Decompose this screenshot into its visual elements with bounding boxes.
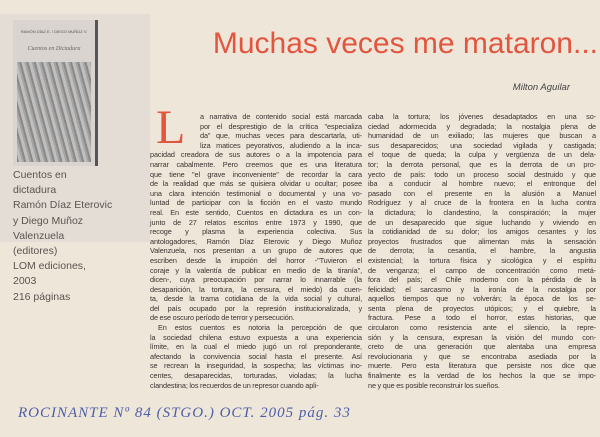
text-line: En estos cuentos es notoria la percepción de que <box>158 323 362 333</box>
text-line: caba la tortura; los jóvenes desadaptados en una so- <box>368 112 596 121</box>
text-line: muerte. Pero esta literatura que persiste nos dice que <box>368 361 596 371</box>
caption-line: (editores) <box>13 245 58 258</box>
text-line: sus desaparecidos; una sociedad vigilada y castigada; <box>368 140 596 150</box>
text-line: aquellos tiempos que no volverán; la época de los se- <box>368 294 596 304</box>
text-line: clandestina; los recuerdos de un represor cuando apli- <box>150 380 319 390</box>
handwritten-source-note: ROCINANTE Nº 84 (STGO.) OCT. 2005 pág. 33 <box>18 405 351 421</box>
text-line: tor; la derrota personal, que es la derrota de un pro- <box>368 159 596 169</box>
text-line: de venganza; el campo de concentración como metá- <box>368 265 596 275</box>
text-line: escriben desde la irrupción del horror -"Tuvieron el <box>150 255 362 265</box>
text-line: senta plena de proyectos utópicos; y el quiebre, la <box>368 303 596 313</box>
text-line: da" que, muchas veces para descartarla, uti- <box>200 131 362 141</box>
text-line: finalmente es la verdad de los hechos la que se impo- <box>368 371 596 381</box>
text-line: una clara intención testimonial o documental y una vo- <box>150 188 362 198</box>
cover-title: Cuentos en Dictadura <box>27 46 81 52</box>
text-line: afectando la convivencia social hasta el presente. Así <box>150 351 362 361</box>
text-line: coraje y la valentía de publicar en medio de la tiranía", <box>150 265 362 275</box>
text-line: iba a conducir al hombre nuevo; el entronque del <box>368 179 596 189</box>
text-line: sión y la censura, expresan la visión del mundo con- <box>368 332 596 342</box>
article-column-right <box>368 112 596 390</box>
caption-line: 2003 <box>13 275 37 288</box>
text-line: creto de una generación que alentaba una empresa <box>368 342 596 352</box>
text-line: desaparición, la tortura, la censura, el miedo) da cuen- <box>150 284 362 294</box>
article-author: Milton Aguilar <box>512 82 570 93</box>
text-line: de la realidad que más se quisiera olvidar u ocultar; posee <box>150 179 362 189</box>
article-column-left <box>150 112 362 390</box>
text-line: centes, desaparecidas, torturadas, violadas; la lucha <box>150 371 362 381</box>
text-line: real. En este sentido, Cuentos en dictadura es un con- <box>150 207 362 217</box>
text-line: el toque de queda; la culpa y vergüenza de un dela- <box>368 150 596 160</box>
text-line: humanidad de un exiliado; las mujeres que buscan a <box>368 131 596 141</box>
text-line: a narrativa de contenido social está marcada <box>200 112 362 121</box>
text-line: del país ocupado por la represión institucionalizada, y <box>150 303 362 313</box>
text-line: narrar cabalmente. Pero creemos que es una literatura <box>150 159 362 169</box>
text-line: recoge y plasma la experiencia colectiva. Sus <box>150 227 362 237</box>
text-line: la sociedad chilena estuvo expuesta a una experiencia <box>150 332 362 342</box>
text-line: la dictadura; lo clandestino, la conspiración; la mujer <box>368 207 596 217</box>
text-line: de ese oscuro período de terror y persecución. <box>150 313 295 323</box>
text-line: de derrota; la cesantía, el hambre, la angustia <box>368 246 596 256</box>
text-line: de un desaparecido que sigue luchando y viviendo en <box>368 217 596 227</box>
caption-line: Valenzuela <box>13 229 65 242</box>
text-line: pasado con el presente en la alusión a Manuel <box>368 188 596 198</box>
text-line: antologadores, Ramón Díaz Eterovic y Diego Muñoz <box>150 236 362 246</box>
text-line: ta, desde la trama cotidiana de la vida social y cultural, <box>150 294 362 304</box>
text-line: revolucionaria y que se encontraba asediada por la <box>368 351 596 361</box>
caption-line: Cuentos en <box>13 169 67 181</box>
text-line: dicen-, cuya preocupación por narrar lo innarrable (la <box>150 275 362 285</box>
text-line: felicidad; el sarcasmo y la ironía de la nostalgia por <box>368 284 596 294</box>
book-caption <box>13 168 148 305</box>
text-line: por el desprestigio de la crítica "especializa <box>200 121 362 131</box>
text-line: existencial; la tortura física y sicológica y el espíritu <box>368 255 596 265</box>
caption-line: Ramón Díaz Eterovic <box>13 199 113 212</box>
text-line: la cotidianidad de su dolor; los amigos cesantes y los <box>368 227 596 237</box>
cover-authors: RAMÓN DÍAZ E. / DIEGO MUÑOZ V. <box>20 29 88 34</box>
text-line: circularon como resistencia ante el silencio, la repre- <box>368 323 596 333</box>
text-line: yecto de país: todo un proceso social destruido y que <box>368 169 596 179</box>
text-line: ciedad adormecida y degradada; la nostalgia plena de <box>368 121 596 131</box>
text-line: Valenzuela, nos presentan a un grupo de autores que <box>150 246 362 256</box>
text-line: fora del país; el Chile moderno con la pérdida de la <box>368 275 596 285</box>
caption-line: 216 páginas <box>13 290 71 303</box>
text-line: proyectos frustrados que alimentan más la sensación <box>368 236 596 246</box>
drop-cap: L <box>156 101 186 154</box>
text-line: ne y que es posible reconstruir los sueños. <box>368 380 500 390</box>
text-line: fractura. Pese a todo el horror, estas historias, que <box>368 313 596 323</box>
text-line: junto de 27 relatos escritos entre 1973 y 1990, que <box>150 217 362 227</box>
caption-line: LOM ediciones, <box>13 260 86 273</box>
text-line: luntad de participar con la ficción en el vasto mundo <box>150 198 362 208</box>
text-line: que tiene "el grave inconveniente" de recordar la cara <box>150 169 362 179</box>
article-title: Muchas veces me mataron... <box>212 27 598 60</box>
text-line: límite, en la cual el miedo jugó un rol preponderante, <box>150 342 362 352</box>
text-line: liza matices peyorativos, aludiendo a la inca- <box>200 140 362 150</box>
text-line: se recrean la inseguridad, la sospecha; las víctimas ino- <box>150 361 362 371</box>
caption-line: y Diego Muñoz <box>13 214 84 227</box>
caption-line: dictadura <box>13 184 57 197</box>
cover-illustration <box>17 62 91 162</box>
book-cover <box>13 20 98 166</box>
text-line: Rodríguez y al cruce de la frontera en la lucha contra <box>368 198 596 208</box>
text-line: pacidad creadora de sus autores o a la impotencia para <box>150 150 362 160</box>
